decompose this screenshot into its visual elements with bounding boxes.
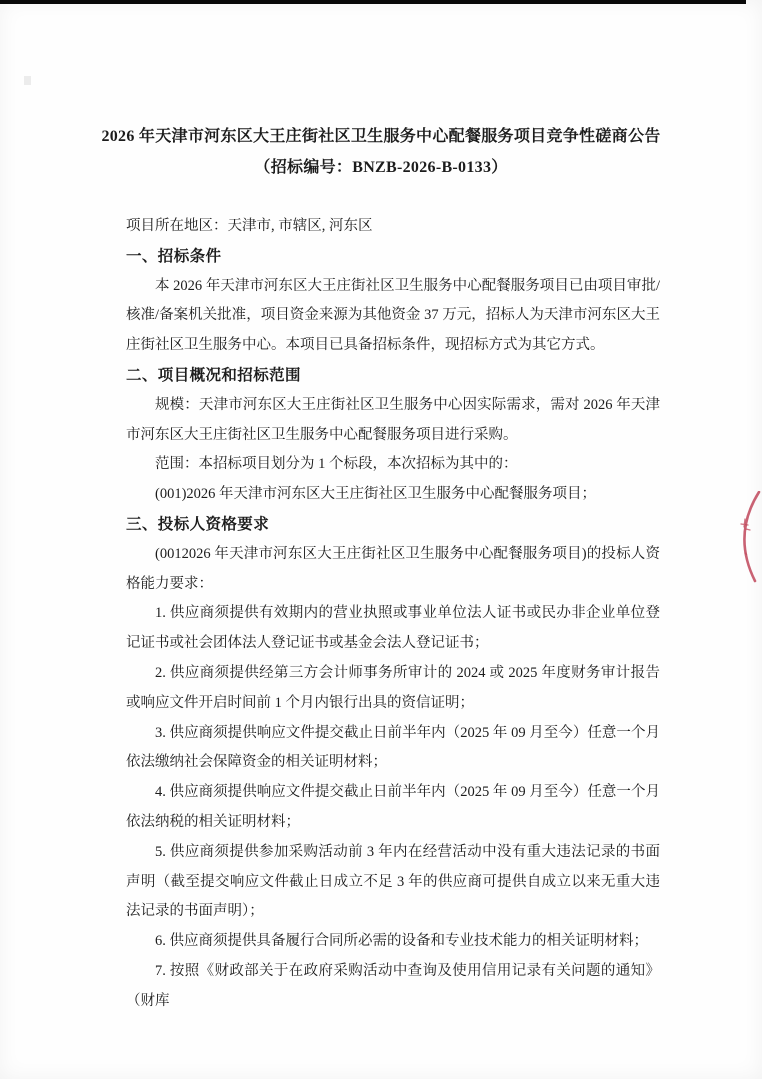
red-seal-stamp-edge (726, 491, 762, 583)
project-location-line: 项目所在地区：天津市, 市辖区, 河东区 (126, 218, 373, 234)
paragraph: 本 2026 年天津市河东区大王庄街社区卫生服务中心配餐服务项目已由项目审批/核准/备案机关批准，项目资金来源为其他资金 37 万元，招标人为天津市河东区大王庄街社区卫生服务中心。本项目已具备招标条件，现招标方式为其它方式。 (126, 277, 660, 354)
scan-speck-artifact (24, 76, 31, 85)
section-heading-bidding-conditions: 一、招标条件 (126, 247, 222, 265)
requirement-item: 3. 供应商须提供响应文件提交截止日前半年内（2025 年 09 月至今）任意一个月依法缴纳社会保障资金的相关证明材料； (126, 724, 660, 771)
requirement-item: 7. 按照《财政部关于在政府采购活动中查询及使用信用记录有关问题的通知》（财库 (126, 962, 660, 1009)
section-heading-bidder-qualifications: 三、投标人资格要求 (126, 515, 270, 533)
paragraph: (0012026 年天津市河东区大王庄街社区卫生服务中心配餐服务项目)的投标人资格能力要求： (126, 545, 660, 592)
requirement-item: 4. 供应商须提供响应文件提交截止日前半年内（2025 年 09 月至今）任意一个月依法纳税的相关证明材料； (126, 784, 660, 830)
requirement-item: 2. 供应商须提供经第三方会计师事务所审计的 2024 或 2025 年度财务审计报告或响应文件开启时间前 1 个月内银行出具的资信证明； (126, 664, 660, 711)
title-line-1: 2026 年天津市河东区大王庄街社区卫生服务中心配餐服务项目竞争性磋商公告 (101, 128, 661, 145)
scan-edge-artifact (0, 0, 746, 4)
document-body (126, 212, 660, 1017)
title-line-2: （招标编号：BNZB-2026-B-0133） (254, 159, 508, 176)
paragraph: 规模：天津市河东区大王庄街社区卫生服务中心因实际需求，需对 2026 年天津市河东区大王庄街社区卫生服务中心配餐服务项目进行采购。 (126, 396, 660, 443)
requirement-item: 6. 供应商须提供具备履行合同所必需的设备和专业技术能力的相关证明材料； (155, 933, 648, 950)
section-heading-project-overview: 二、项目概况和招标范围 (126, 366, 301, 384)
requirement-item: 1. 供应商须提供有效期内的营业执照或事业单位法人证书或民办非企业单位登记证书或社会团体法人登记证书或基金会法人登记证书； (126, 605, 660, 652)
requirement-item: 5. 供应商须提供参加采购活动前 3 年内在经营活动中没有重大违法记录的书面声明（截至提交响应文件截止日成立不足 3 年的供应商可提供自成立以来无重大违法记录的书面声明）； (126, 843, 660, 920)
paragraph: (001)2026 年天津市河东区大王庄街社区卫生服务中心配餐服务项目； (155, 486, 597, 503)
paragraph: 范围：本招标项目划分为 1 个标段，本次招标为其中的： (155, 456, 518, 473)
document-title (0, 121, 762, 183)
